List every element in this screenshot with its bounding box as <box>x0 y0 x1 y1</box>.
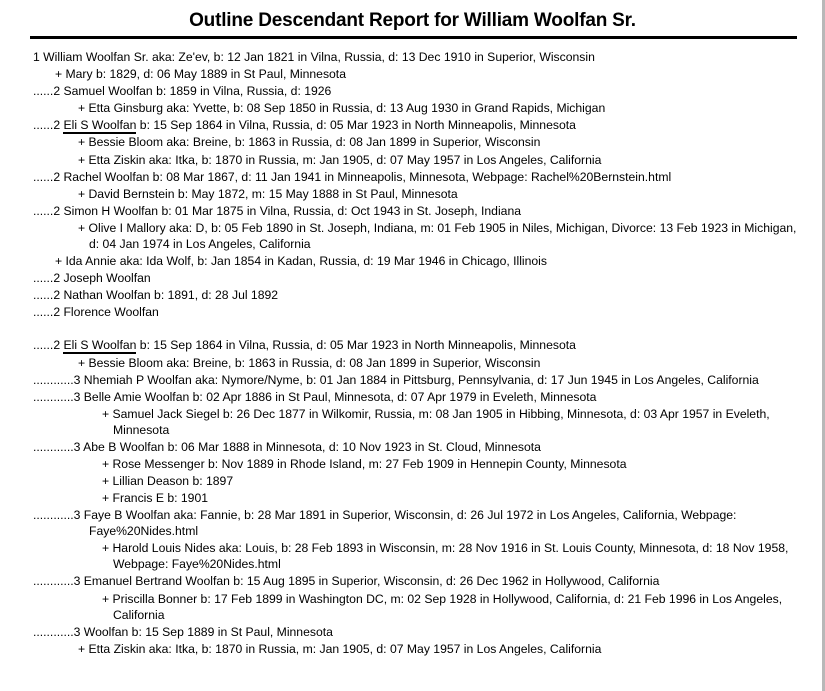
section-gap <box>0 321 825 337</box>
report-line-gen2: ......2 Samuel Woolfan b: 1859 in Vilna, Russia, d: 1926 <box>33 84 332 99</box>
report-line-spouse: + Etta Ziskin aka: Itka, b: 1870 in Russia, m: Jan 1905, d: 07 May 1957 in Los Angeles, California <box>78 152 602 167</box>
report-line-spouse: + Etta Ginsburg aka: Yvette, b: 08 Sep 1850 in Russia, d: 13 Aug 1930 in Grand Rapids, Michigan <box>78 101 606 116</box>
report-line-spouse: + Bessie Bloom aka: Breine, b: 1863 in Russia, d: 08 Jan 1899 in Superior, Wisconsin <box>78 355 541 370</box>
title-rule <box>30 36 797 39</box>
descendant-report <box>0 49 825 658</box>
report-line-spouse: + Francis E b: 1901 <box>102 491 209 506</box>
report-line-spouse: + Etta Ziskin aka: Itka, b: 1870 in Russia, m: Jan 1905, d: 07 May 1957 in Los Angeles, California <box>78 641 602 656</box>
report-line-gen3: ............3 Emanuel Bertrand Woolfan b: 15 Aug 1895 in Superior, Wisconsin, d: 26 Dec 1962 in Hollywood, California <box>33 574 660 589</box>
report-line-spouse: + Bessie Bloom aka: Breine, b: 1863 in Russia, d: 08 Jan 1899 in Superior, Wisconsin <box>78 135 541 150</box>
report-line-gen2-linked: ......2 Eli S Woolfan b: 15 Sep 1864 in Vilna, Russia, d: 05 Mar 1923 in North Minneapolis, Minnesota <box>33 118 576 133</box>
report-line-gen3: ............3 Nhemiah P Woolfan aka: Nymore/Nyme, b: 01 Jan 1884 in Pittsburg, Pennsylvania, d: 17 Jun 1945 in Los Angeles, California <box>33 372 759 387</box>
report-line-gen3: ............3 Faye B Woolfan aka: Fannie, b: 28 Mar 1891 in Superior, Wisconsin, d: 26 Jul 1972 in Los Angeles, California, Webpage: Faye%20Nides.html <box>33 508 737 539</box>
report-line-spouse: + Harold Louis Nides aka: Louis, b: 28 Feb 1893 in Wisconsin, m: 28 Nov 1916 in St. Louis County, Minnesota, d: 18 Nov 1958, Webpage: Faye%20Nides.html <box>102 541 789 572</box>
report-line-spouse: + Olive I Mallory aka: D, b: 05 Feb 1890 in St. Joseph, Indiana, m: 01 Feb 1905 in Niles, Michigan, Divorce: 13 Feb 1923 in Michigan, d: 04 Jan 1974 in Los Angeles, California <box>78 220 797 251</box>
report-line-gen2: ......2 Florence Woolfan <box>33 305 159 320</box>
report-line-spouse: + Ida Annie aka: Ida Wolf, b: Jan 1854 in Kadan, Russia, d: 19 Mar 1946 in Chicago, Illinois <box>55 254 547 269</box>
report-line-gen2: ......2 Nathan Woolfan b: 1891, d: 28 Jul 1892 <box>33 288 279 303</box>
report-line-spouse: + David Bernstein b: May 1872, m: 15 May 1888 in St Paul, Minnesota <box>78 186 458 201</box>
report-line-spouse: + Mary b: 1829, d: 06 May 1889 in St Paul, Minnesota <box>55 67 346 82</box>
report-title: Outline Descendant Report for William Woolfan Sr. <box>189 10 636 31</box>
report-line-spouse: + Rose Messenger b: Nov 1889 in Rhode Island, m: 27 Feb 1909 in Hennepin County, Minnesota <box>102 456 627 471</box>
report-line-gen3: ............3 Abe B Woolfan b: 06 Mar 1888 in Minnesota, d: 10 Nov 1923 in St. Cloud, Minnesota <box>33 439 541 454</box>
report-line-spouse: + Priscilla Bonner b: 17 Feb 1899 in Washington DC, m: 02 Sep 1928 in Hollywood, California, d: 21 Feb 1996 in Los Angeles, California <box>102 591 783 622</box>
report-line-gen2: ......2 Simon H Woolfan b: 01 Mar 1875 in Vilna, Russia, d: Oct 1943 in St. Joseph, Indiana <box>33 203 521 218</box>
report-line-gen2-linked: ......2 Eli S Woolfan b: 15 Sep 1864 in Vilna, Russia, d: 05 Mar 1923 in North Minneapolis, Minnesota <box>33 338 576 353</box>
eli-woolfan-link[interactable]: Eli S Woolfan <box>63 338 137 353</box>
report-line-spouse: + Lillian Deason b: 1897 <box>102 474 234 489</box>
report-line-gen3: ............3 Woolfan b: 15 Sep 1889 in St Paul, Minnesota <box>33 624 333 639</box>
report-line-gen1: 1 William Woolfan Sr. aka: Ze'ev, b: 12 Jan 1821 in Vilna, Russia, d: 13 Dec 1910 in Superior, Wisconsin <box>33 50 595 64</box>
report-line-gen3: ............3 Belle Amie Woolfan b: 02 Apr 1886 in St Paul, Minnesota, d: 07 Apr 1979 in Eveleth, Minnesota <box>33 389 597 404</box>
report-line-spouse: + Samuel Jack Siegel b: 26 Dec 1877 in Wilkomir, Russia, m: 08 Jan 1905 in Hibbing, Minnesota, d: 03 Apr 1957 in Eveleth, Minnesota <box>102 406 770 437</box>
eli-woolfan-link[interactable]: Eli S Woolfan <box>63 118 137 133</box>
report-line-gen2: ......2 Joseph Woolfan <box>33 271 151 286</box>
report-line-gen2: ......2 Rachel Woolfan b: 08 Mar 1867, d: 11 Jan 1941 in Minneapolis, Minnesota, Webpage: Rachel%20Bernstein.html <box>33 169 672 184</box>
